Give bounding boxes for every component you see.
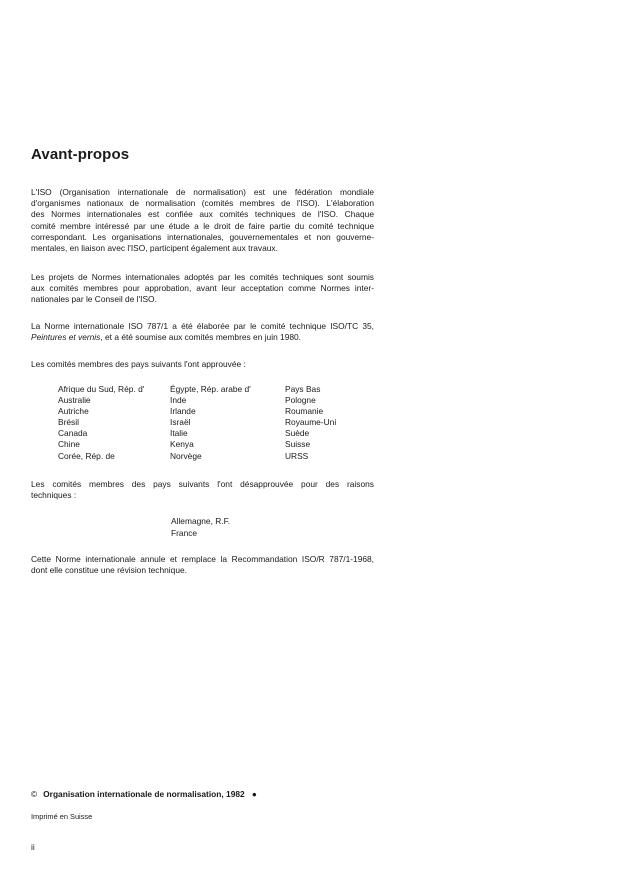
country-name: Pologne (285, 395, 316, 406)
paragraph-draft-standards (31, 272, 374, 306)
country-name: Norvège (170, 450, 202, 461)
committee-title: Peintures et vernis (31, 332, 101, 343)
country-name: Royaume-Uni (285, 417, 337, 428)
text-line: L'ISO (Organisation internationale de normalisation) est une fédération mondiale (31, 187, 374, 197)
country-name: Allemagne, R.F. (171, 516, 231, 526)
country-column (285, 384, 336, 462)
text-line: mentales, en liaison avec l'ISO, participent également aux travaux. (31, 243, 278, 254)
country-name: Autriche (58, 406, 89, 417)
text-line: Cette Norme internationale annule et remplace la Recommandation ISO/R 787/1-1968, (31, 554, 374, 564)
country-name: Canada (58, 428, 88, 439)
country-name: France (171, 527, 198, 538)
paragraph-replacement-note (31, 554, 374, 576)
country-name: Italie (170, 428, 188, 439)
disapproving-countries-list (171, 516, 230, 539)
text-line: Les projets de Normes internationales adoptés par les comités techniques sont soumis (31, 272, 374, 282)
country-name: Brésil (58, 417, 79, 428)
country-name: Suisse (285, 439, 311, 450)
text-fragment: , et a été soumise aux comités membres en juin 1980. (100, 332, 302, 343)
text-line: comité membre intéressé par une étude a le droit de faire partie du comité technique (31, 220, 374, 231)
text-line: correspondant. Les organisations internationales, gouvernementales et non gouverne- (31, 231, 374, 242)
foreword-section (31, 146, 374, 576)
printed-in-note: Imprimé en Suisse (31, 812, 93, 821)
country-name: Israël (170, 417, 191, 428)
country-name: Inde (170, 395, 187, 406)
text-line: aux comités membres pour approbation, avant leur acceptation comme Normes inter- (31, 283, 374, 294)
country-name: Suède (285, 428, 310, 439)
bullet-icon: ● (251, 789, 257, 799)
country-name: Irlande (170, 406, 196, 417)
text-line (31, 332, 374, 343)
country-name: Égypte, Rép. arabe d' (170, 384, 251, 394)
country-name: Australie (58, 395, 91, 406)
paragraph-standard-origin (31, 321, 374, 343)
country-column (58, 384, 144, 462)
country-name: Corée, Rép. de (58, 450, 115, 461)
country-name: URSS (285, 450, 309, 461)
country-name: Chine (58, 439, 80, 450)
country-name: Kenya (170, 439, 194, 450)
text-line: La Norme internationale ISO 787/1 a été élaborée par le comité technique ISO/TC 35, (31, 321, 374, 331)
text-line: des Normes internationales est confiée aux comités techniques de l'ISO. Chaque (31, 209, 374, 220)
country-name: Roumanie (285, 406, 324, 417)
paragraph-disapproval-intro (31, 479, 374, 501)
text-line: dont elle constitue une révision technique. (31, 565, 187, 576)
copyright-icon: © (31, 789, 38, 799)
text-line: nationales par le Conseil de l'ISO. (31, 294, 157, 305)
page-number: ii (31, 842, 35, 852)
page-title: Avant-propos (31, 146, 130, 163)
country-column (170, 384, 251, 462)
country-name: Pays Bas (285, 384, 321, 394)
text-line: Les comités membres des pays suivants l'ont désapprouvée pour des raisons (31, 479, 374, 489)
text-line: Les comités membres des pays suivants l'ont approuvée : (31, 359, 246, 369)
paragraph-approval-intro (31, 359, 374, 370)
copyright-text: Organisation internationale de normalisation, 1982 (43, 789, 245, 799)
country-name: Afrique du Sud, Rép. d' (58, 384, 145, 394)
text-line: techniques : (31, 490, 77, 501)
paragraph-iso-intro (31, 187, 374, 254)
copyright-notice (31, 789, 257, 799)
text-line: d'organismes nationaux de normalisation (comités membres de l'ISO). L'élaboration (31, 198, 374, 209)
